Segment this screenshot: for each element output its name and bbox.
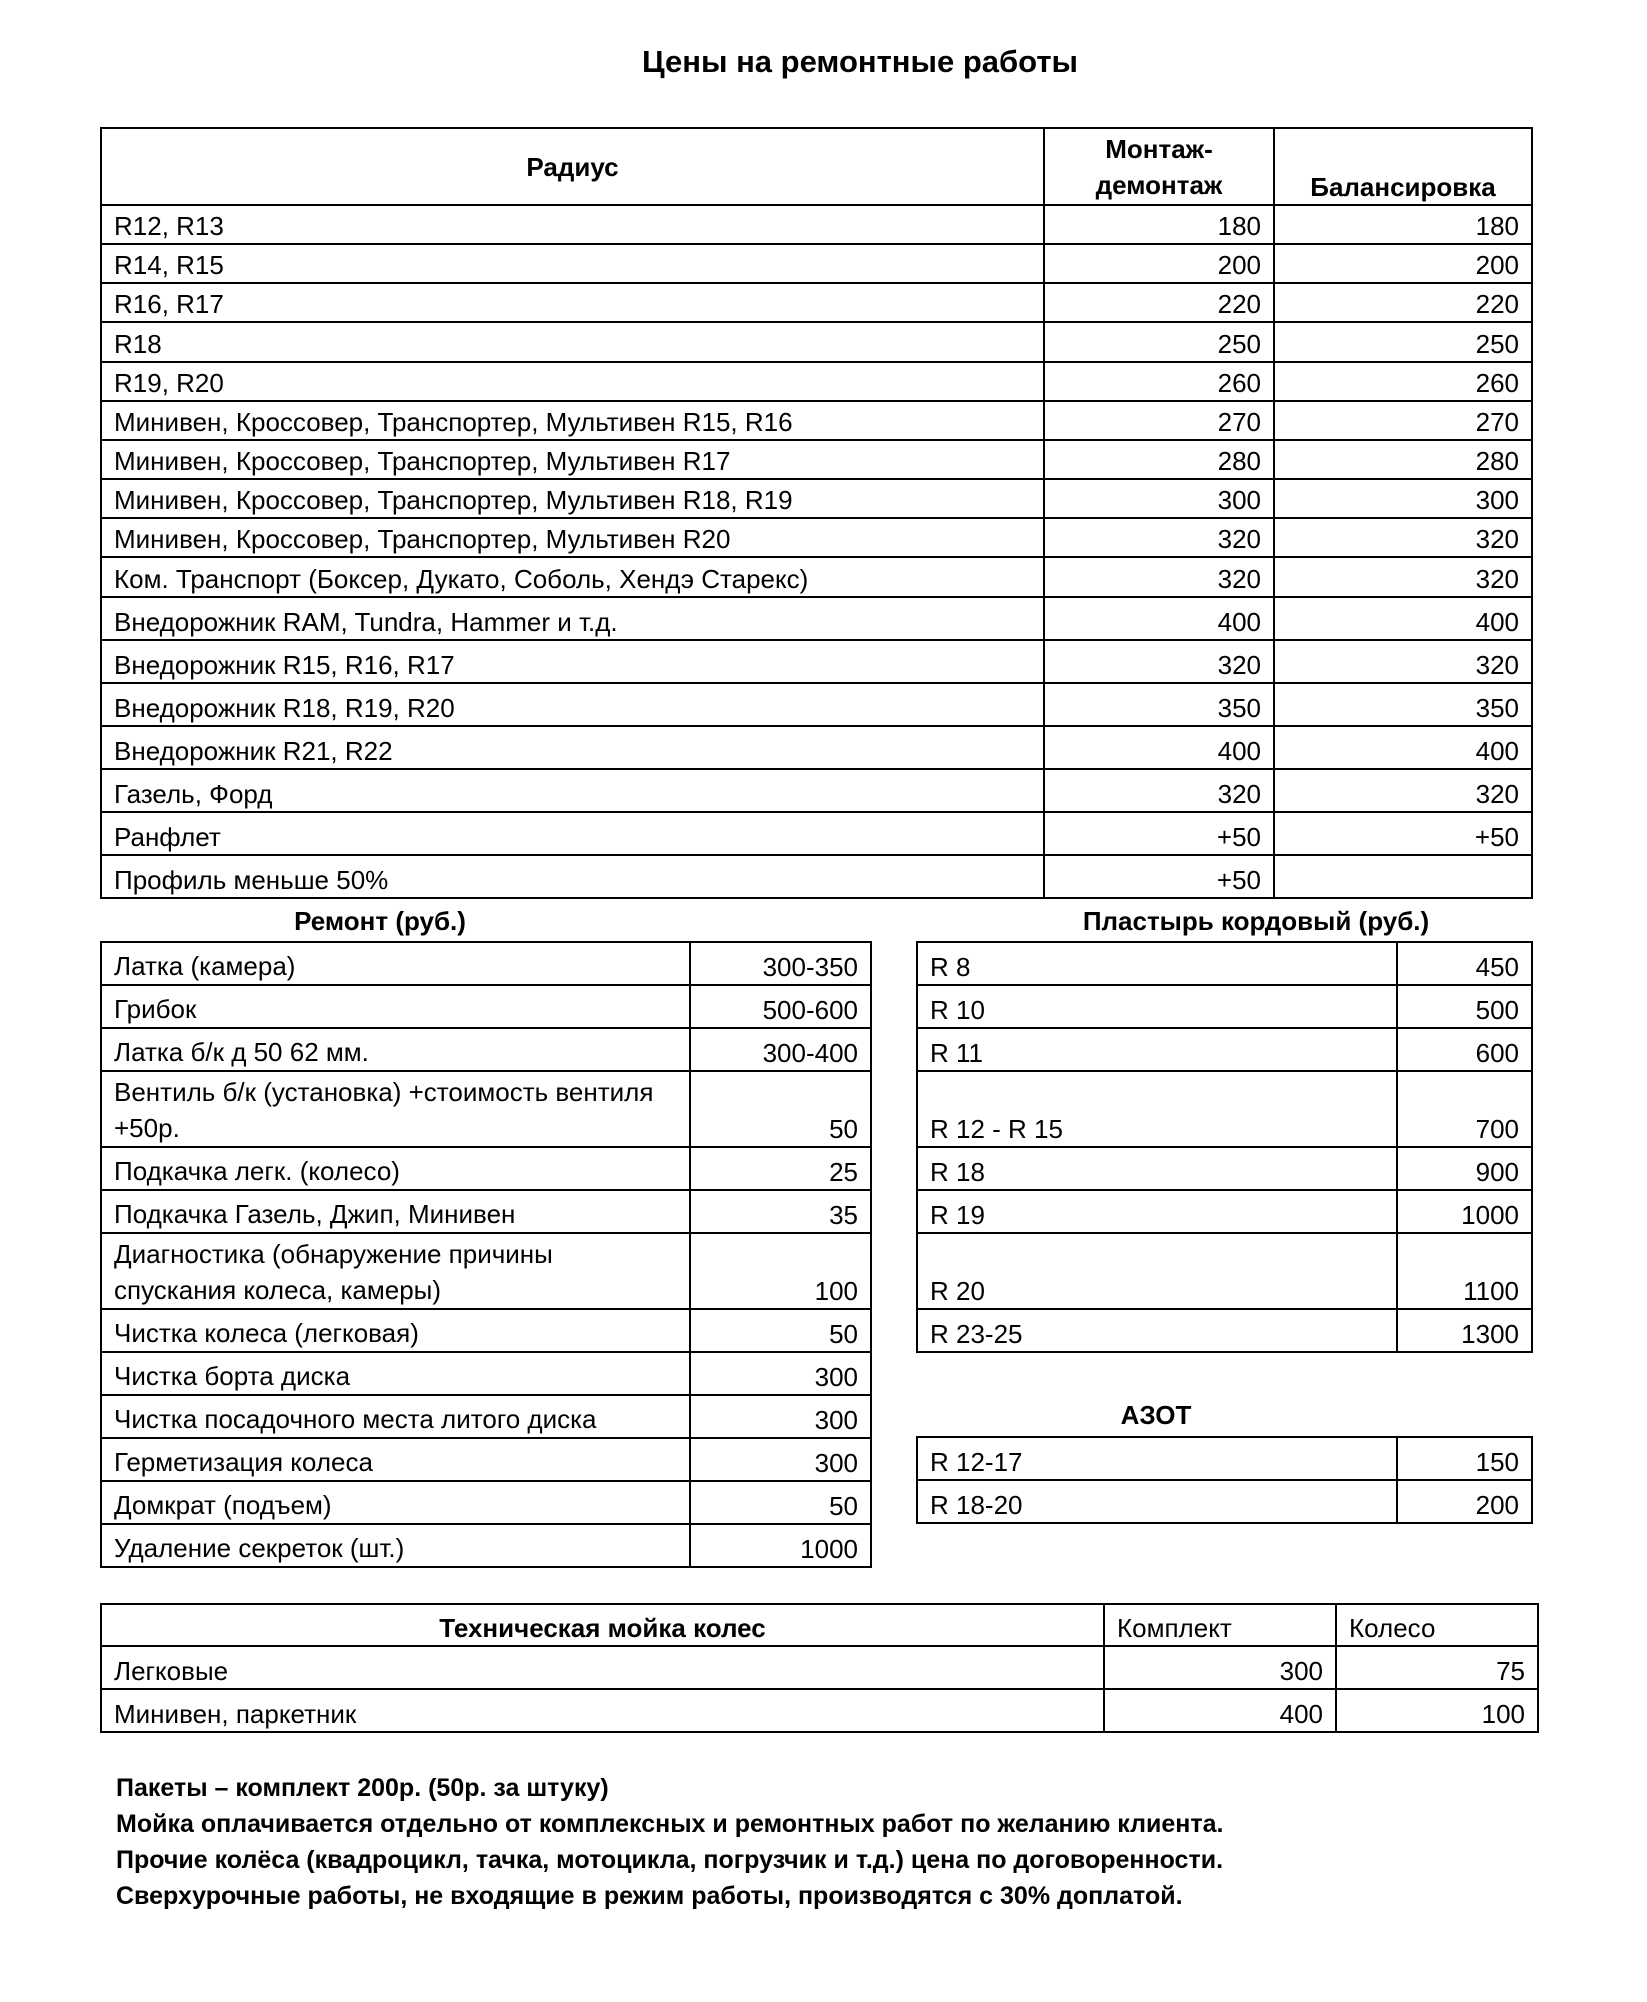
row-name-cell: Внедорожник RAM, Tundra, Hammer и т.д. (101, 597, 1044, 640)
table-row (101, 1524, 871, 1567)
mount-price-cell: 400 (1044, 597, 1274, 640)
row-name-cell: R18 (101, 322, 1044, 362)
row-name-cell: Внедорожник R18, R19, R20 (101, 683, 1044, 726)
notes (116, 1770, 1223, 1914)
note-line: Мойка оплачивается отдельно от комплексных и ремонтных работ по желанию клиента. (116, 1810, 1224, 1838)
repair-price-cell: 50 (690, 1481, 871, 1524)
repair-name-cell: Подкачка легк. (колесо) (101, 1147, 690, 1190)
balance-price-cell: 250 (1274, 322, 1532, 362)
repair-price-cell: 25 (690, 1147, 871, 1190)
table-row (917, 1028, 1532, 1071)
repair-name-cell: Диагностика (обнаружение причины спускания колеса, камеры) (101, 1233, 690, 1309)
table-row (917, 1233, 1532, 1309)
balance-price-cell: 400 (1274, 726, 1532, 769)
table-row (101, 683, 1532, 726)
mount-price-cell: 220 (1044, 283, 1274, 322)
repair-price-cell: 300-350 (690, 942, 871, 985)
repair-price-cell: 100 (690, 1233, 871, 1309)
table-row (101, 1190, 871, 1233)
table-row (101, 985, 871, 1028)
table-row (101, 812, 1532, 855)
mount-price-cell: +50 (1044, 812, 1274, 855)
repair-price-cell: 500-600 (690, 985, 871, 1028)
table-row (101, 1147, 871, 1190)
repair-price-cell: 300 (690, 1438, 871, 1481)
wash-table-header (101, 1604, 1538, 1646)
repair-name-cell: Вентиль б/к (установка) +стоимость вентиля +50р. (101, 1071, 690, 1147)
header-mount-line1: Монтаж- (1105, 133, 1213, 164)
table-row (917, 1071, 1532, 1147)
table-row (917, 1437, 1532, 1480)
balance-price-cell: 180 (1274, 205, 1532, 244)
wash-name-cell: Легковые (101, 1646, 1104, 1689)
mount-price-cell: 260 (1044, 362, 1274, 401)
repair-price-cell: 50 (690, 1309, 871, 1352)
row-name-cell: Минивен, Кроссовер, Транспортер, Мультивен R18, R19 (101, 479, 1044, 518)
balance-price-cell: 350 (1274, 683, 1532, 726)
row-name-cell: R16, R17 (101, 283, 1044, 322)
wash-name-cell: Минивен, паркетник (101, 1689, 1104, 1732)
table-row (101, 1481, 871, 1524)
repair-name-cell: Подкачка Газель, Джип, Минивен (101, 1190, 690, 1233)
note-line: Сверхурочные работы, не входящие в режим работы, производятся с 30% доплатой. (116, 1882, 1183, 1910)
table-row (917, 942, 1532, 985)
table-row (101, 726, 1532, 769)
repair-price-cell: 300-400 (690, 1028, 871, 1071)
row-name-cell: Профиль меньше 50% (101, 855, 1044, 898)
patch-price-cell: 700 (1397, 1071, 1532, 1147)
note-line: Прочие колёса (квадроцикл, тачка, мотоцикла, погрузчик и т.д.) цена по договоренности. (116, 1846, 1224, 1874)
balance-price-cell: 320 (1274, 557, 1532, 597)
mount-price-cell: 320 (1044, 640, 1274, 683)
wash-header-set: Комплект (1104, 1604, 1336, 1646)
patch-price-cell: 1100 (1397, 1233, 1532, 1309)
table-row (101, 1071, 871, 1147)
mount-price-cell: 200 (1044, 244, 1274, 283)
mount-price-cell: 180 (1044, 205, 1274, 244)
patch-price-cell: 450 (1397, 942, 1532, 985)
wash-header-wheel: Колесо (1336, 1604, 1538, 1646)
row-name-cell: Ранфлет (101, 812, 1044, 855)
patch-price-cell: 500 (1397, 985, 1532, 1028)
patch-price-cell: 600 (1397, 1028, 1532, 1071)
table-row (917, 1309, 1532, 1352)
row-name-cell: Минивен, Кроссовер, Транспортер, Мультивен R17 (101, 440, 1044, 479)
mount-price-cell: 280 (1044, 440, 1274, 479)
row-name-cell: Газель, Форд (101, 769, 1044, 812)
patch-name-cell: R 8 (917, 942, 1397, 985)
repair-price-cell: 35 (690, 1190, 871, 1233)
table-row (101, 205, 1532, 244)
balance-price-cell: 270 (1274, 401, 1532, 440)
nitrogen-price-cell: 200 (1397, 1480, 1532, 1523)
nitrogen-table (916, 1436, 1533, 1524)
repair-price-cell: 1000 (690, 1524, 871, 1567)
header-radius: Радиус (101, 128, 1044, 205)
mount-price-cell: 300 (1044, 479, 1274, 518)
mount-price-cell: 400 (1044, 726, 1274, 769)
wash-wheel-price-cell: 100 (1336, 1689, 1538, 1732)
wash-wheel-price-cell: 75 (1336, 1646, 1538, 1689)
repair-title: Ремонт (руб.) (294, 906, 466, 936)
balance-price-cell: 260 (1274, 362, 1532, 401)
balance-price-cell: 320 (1274, 518, 1532, 557)
repair-name-cell: Удаление секреток (шт.) (101, 1524, 690, 1567)
table-row (101, 283, 1532, 322)
patch-name-cell: R 11 (917, 1028, 1397, 1071)
nitrogen-name-cell: R 18-20 (917, 1480, 1397, 1523)
table-row (101, 1028, 871, 1071)
balance-price-cell: 300 (1274, 479, 1532, 518)
patch-name-cell: R 18 (917, 1147, 1397, 1190)
main-table-header (101, 128, 1532, 205)
row-name-cell: R19, R20 (101, 362, 1044, 401)
table-row (917, 985, 1532, 1028)
mount-price-cell: +50 (1044, 855, 1274, 898)
repair-name-cell: Домкрат (подъем) (101, 1481, 690, 1524)
repair-name-cell: Герметизация колеса (101, 1438, 690, 1481)
patch-price-cell: 1300 (1397, 1309, 1532, 1352)
patch-title: Пластырь кордовый (руб.) (1082, 906, 1430, 936)
repair-name-cell: Латка б/к д 50 62 мм. (101, 1028, 690, 1071)
repair-price-cell: 300 (690, 1395, 871, 1438)
header-mount-line2: демонтаж (1095, 169, 1223, 200)
table-row (101, 942, 871, 985)
table-row (101, 1438, 871, 1481)
row-name-cell: Внедорожник R21, R22 (101, 726, 1044, 769)
table-row (917, 1147, 1532, 1190)
wash-header-name: Техническая мойка колес (101, 1604, 1104, 1646)
repair-price-cell: 50 (690, 1071, 871, 1147)
patch-name-cell: R 20 (917, 1233, 1397, 1309)
row-name-cell: Минивен, Кроссовер, Транспортер, Мультивен R20 (101, 518, 1044, 557)
mount-price-cell: 270 (1044, 401, 1274, 440)
repair-price-cell: 300 (690, 1352, 871, 1395)
table-row (101, 479, 1532, 518)
table-row (101, 362, 1532, 401)
table-row (101, 244, 1532, 283)
page-title: Цены на ремонтные работы (642, 44, 1078, 79)
balance-price-cell: 320 (1274, 640, 1532, 683)
table-row (101, 440, 1532, 479)
note-line: Пакеты – комплект 200р. (50р. за штуку) (116, 1774, 609, 1802)
patch-price-cell: 900 (1397, 1147, 1532, 1190)
repair-name-cell: Чистка колеса (легковая) (101, 1309, 690, 1352)
row-name-cell: R14, R15 (101, 244, 1044, 283)
patch-table (916, 941, 1533, 1353)
repair-name-cell: Чистка борта диска (101, 1352, 690, 1395)
wash-set-price-cell: 400 (1104, 1689, 1336, 1732)
patch-price-cell: 1000 (1397, 1190, 1532, 1233)
balance-price-cell: 280 (1274, 440, 1532, 479)
table-row (101, 597, 1532, 640)
header-mount (1044, 128, 1274, 205)
row-name-cell: R12, R13 (101, 205, 1044, 244)
nitrogen-name-cell: R 12-17 (917, 1437, 1397, 1480)
table-row (101, 769, 1532, 812)
table-row (101, 1309, 871, 1352)
patch-name-cell: R 23-25 (917, 1309, 1397, 1352)
mount-price-cell: 320 (1044, 557, 1274, 597)
repair-name-cell: Грибок (101, 985, 690, 1028)
table-row (101, 557, 1532, 597)
mount-price-cell: 350 (1044, 683, 1274, 726)
repair-name-cell: Чистка посадочного места литого диска (101, 1395, 690, 1438)
patch-name-cell: R 19 (917, 1190, 1397, 1233)
patch-name-cell: R 12 - R 15 (917, 1071, 1397, 1147)
balance-price-cell: 400 (1274, 597, 1532, 640)
main-price-table (100, 127, 1533, 899)
repair-table (100, 941, 872, 1568)
nitrogen-title: АЗОТ (1120, 1400, 1192, 1430)
table-row (101, 1233, 871, 1309)
mount-price-cell: 250 (1044, 322, 1274, 362)
nitrogen-price-cell: 150 (1397, 1437, 1532, 1480)
header-balance: Балансировка (1274, 128, 1532, 205)
table-row (101, 1689, 1538, 1732)
mount-price-cell: 320 (1044, 769, 1274, 812)
row-name-cell: Минивен, Кроссовер, Транспортер, Мультивен R15, R16 (101, 401, 1044, 440)
wash-set-price-cell: 300 (1104, 1646, 1336, 1689)
patch-name-cell: R 10 (917, 985, 1397, 1028)
repair-name-cell: Латка (камера) (101, 942, 690, 985)
balance-price-cell (1274, 855, 1532, 898)
balance-price-cell: 220 (1274, 283, 1532, 322)
row-name-cell: Внедорожник R15, R16, R17 (101, 640, 1044, 683)
table-row (101, 1646, 1538, 1689)
balance-price-cell: 320 (1274, 769, 1532, 812)
mount-price-cell: 320 (1044, 518, 1274, 557)
table-row (917, 1480, 1532, 1523)
balance-price-cell: 200 (1274, 244, 1532, 283)
table-row (101, 322, 1532, 362)
table-row (101, 518, 1532, 557)
table-row (101, 1395, 871, 1438)
table-row (101, 1352, 871, 1395)
wash-table (100, 1603, 1539, 1733)
table-row (101, 855, 1532, 898)
table-row (101, 401, 1532, 440)
table-row (101, 640, 1532, 683)
row-name-cell: Ком. Транспорт (Боксер, Дукато, Соболь, Хендэ Старекс) (101, 557, 1044, 597)
table-row (917, 1190, 1532, 1233)
balance-price-cell: +50 (1274, 812, 1532, 855)
